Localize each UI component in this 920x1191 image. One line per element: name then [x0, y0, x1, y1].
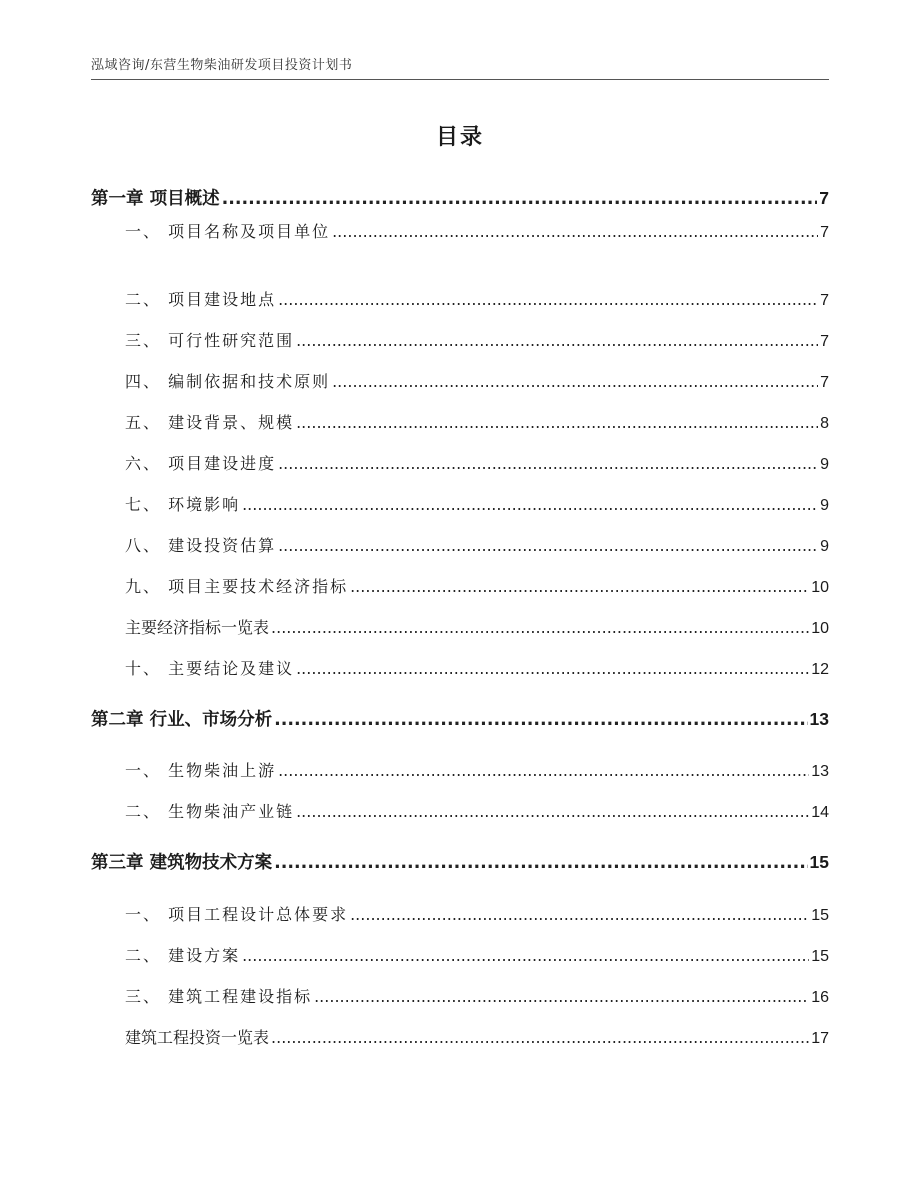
toc-entry-label: 八、 建设投资估算: [125, 536, 277, 555]
toc-leader-dots: [350, 577, 809, 596]
toc-leader-dots: [242, 946, 809, 965]
toc-leader-dots: [296, 802, 809, 821]
toc-entry-page: 9: [820, 497, 829, 514]
toc-entry-label: 二、 建设方案: [125, 946, 241, 965]
toc-entry-page: 13: [809, 709, 829, 729]
toc-entry-label: 二、 生物柴油产业链: [125, 802, 295, 821]
toc-entry-page: 10: [811, 579, 829, 596]
toc-entry-section[interactable]: [91, 219, 829, 242]
toc-entry-page: 7: [820, 374, 829, 391]
toc-leader-dots: [271, 618, 809, 637]
toc-leader-dots: [296, 659, 809, 678]
toc-leader-dots: [278, 454, 818, 473]
toc-leader-dots: [314, 987, 809, 1006]
toc-entry-page: 10: [811, 620, 829, 637]
toc-entry-label: 第二章 行业、市场分析: [91, 710, 273, 730]
toc-entry-page: 8: [820, 415, 829, 432]
toc-entry-section[interactable]: [91, 369, 829, 392]
toc-entry-page: 7: [820, 333, 829, 350]
toc-entry-section[interactable]: [91, 451, 829, 474]
toc-leader-dots: [222, 189, 818, 209]
toc-entry-label: 三、 可行性研究范围: [125, 331, 295, 350]
toc-entry-section[interactable]: [91, 656, 829, 679]
toc-entry-section[interactable]: [91, 943, 829, 966]
toc-entry-page: 9: [820, 538, 829, 555]
toc-entry-label: 第三章 建筑物技术方案: [91, 853, 273, 873]
toc-title: 目录: [435, 125, 484, 150]
toc-leader-dots: [278, 536, 818, 555]
toc-entry-page: 7: [820, 292, 829, 309]
toc-entry-label: 主要经济指标一览表: [125, 618, 270, 637]
toc-entry-label: 第一章 项目概述: [91, 189, 220, 209]
toc-leader-dots: [350, 905, 809, 924]
toc-leader-dots: [274, 853, 807, 873]
toc-leader-dots: [332, 372, 818, 391]
toc-entry-page: 7: [820, 224, 829, 241]
toc-entry-section[interactable]: [91, 410, 829, 433]
toc-entry-section[interactable]: [91, 902, 829, 925]
toc-entry-section[interactable]: [91, 492, 829, 515]
toc-entry-label: 三、 建筑工程建设指标: [125, 987, 313, 1006]
toc-entry-label: 五、 建设背景、规模: [125, 413, 295, 432]
toc-entry-table[interactable]: [91, 615, 829, 638]
toc-entry-chapter[interactable]: [91, 706, 829, 731]
toc-leader-dots: [278, 761, 809, 780]
toc-entry-section[interactable]: [91, 533, 829, 556]
toc-entry-table[interactable]: [91, 1025, 829, 1048]
toc-entry-page: 15: [809, 852, 829, 872]
toc-entry-label: 四、 编制依据和技术原则: [125, 372, 331, 391]
toc-entry-chapter[interactable]: [91, 849, 829, 874]
toc-entry-page: 15: [811, 948, 829, 965]
toc-leader-dots: [274, 710, 807, 730]
toc-entry-label: 十、 主要结论及建议: [125, 659, 295, 678]
page-header: 泓域咨询/东营生物柴油研发项目投资计划书: [91, 58, 353, 73]
toc-entry-label: 六、 项目建设进度: [125, 454, 277, 473]
toc-entry-label: 一、 项目工程设计总体要求: [125, 905, 349, 924]
toc-entry-label: 一、 生物柴油上游: [125, 761, 277, 780]
toc-entry-label: 一、 项目名称及项目单位: [125, 222, 331, 241]
toc-leader-dots: [296, 413, 818, 432]
toc-entry-section[interactable]: [91, 984, 829, 1007]
toc-entry-page: 15: [811, 907, 829, 924]
toc-entry-chapter[interactable]: [91, 185, 829, 210]
toc-entry-section[interactable]: [91, 574, 829, 597]
toc-entry-label: 九、 项目主要技术经济指标: [125, 577, 349, 596]
toc-leader-dots: [242, 495, 818, 514]
toc-entry-page: 14: [811, 804, 829, 821]
toc-entry-section[interactable]: [91, 799, 829, 822]
toc-entry-section[interactable]: [91, 287, 829, 310]
toc-leader-dots: [296, 331, 818, 350]
toc-entry-page: 17: [811, 1030, 829, 1047]
toc-entry-label: 二、 项目建设地点: [125, 290, 277, 309]
toc-entry-section[interactable]: [91, 758, 829, 781]
toc-leader-dots: [278, 290, 818, 309]
toc-entry-label: 七、 环境影响: [125, 495, 241, 514]
header-divider: [91, 79, 829, 80]
toc-entry-section[interactable]: [91, 328, 829, 351]
toc-entry-page: 9: [820, 456, 829, 473]
toc-entry-page: 12: [811, 661, 829, 678]
toc-entry-page: 7: [819, 188, 829, 208]
toc-leader-dots: [271, 1028, 809, 1047]
toc-entry-page: 13: [811, 763, 829, 780]
toc-entry-label: 建筑工程投资一览表: [125, 1028, 270, 1047]
toc-entry-page: 16: [811, 989, 829, 1006]
toc-leader-dots: [332, 222, 818, 241]
